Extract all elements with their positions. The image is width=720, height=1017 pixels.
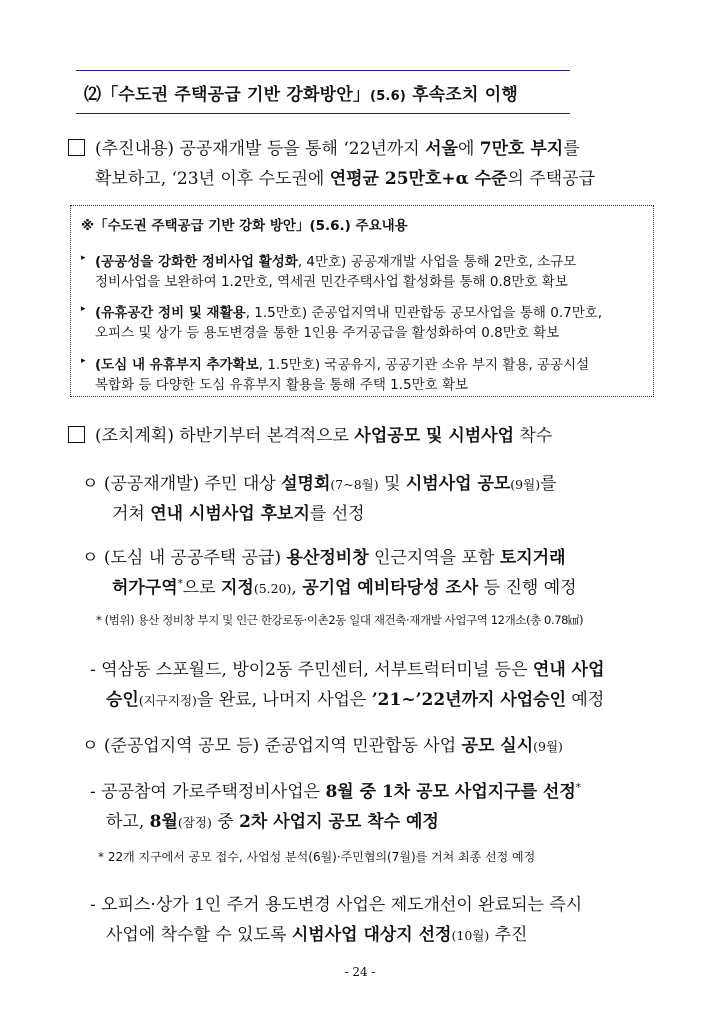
checkbox-icon	[68, 426, 85, 443]
o1-line1: ㅇ (공공재개발) 주민 대상 설명회(7~8월) 및 시범사업 공모(9월)를	[82, 474, 557, 494]
summary-box	[70, 205, 654, 397]
box-item1-line1: (공공성을 강화한 정비사업 활성화, 4만호) 공공재개발 사업을 통해 2만호, 소규모	[95, 254, 577, 270]
d1-line1: - 역삼동 스포월드, 방이2동 주민센터, 서부트럭터미널 등은 연내 사업	[90, 660, 605, 680]
box-item3-line2: 복합화 등 다양한 도심 유휴부지 활용을 통해 주택 1.5만호 확보	[95, 377, 469, 393]
box-item2-line2: 오피스 및 상가 등 용도변경을 통한 1인용 주거공급을 활성화하여 0.8만호 확보	[95, 325, 560, 341]
s1-line1: (추진내용) 공공재개발 등을 통해 ‘22년까지 서울에 7만호 부지를	[68, 134, 580, 159]
d2-line2: 하고, 8월(잠정) 중 2차 사업지 공모 착수 예정	[106, 812, 439, 832]
d3-line1: - 오피스·상가 1인 주거 용도변경 사업은 제도개선이 완료되는 즉시	[90, 895, 583, 915]
o2-line2: 허가구역*으로 지정(5.20), 공기업 예비타당성 조사 등 진행 예정	[112, 578, 577, 598]
checkbox-icon	[68, 139, 85, 156]
o2-line1: ㅇ (도심 내 공공주택 공급) 용산정비창 인근지역을 포함 토지거래	[82, 548, 566, 568]
bullet-triangle-icon: ▸	[81, 253, 86, 263]
s2-line1: (조치계획) 하반기부터 본격적으로 사업공모 및 시범사업 착수	[68, 421, 552, 446]
section-heading-box	[76, 70, 570, 114]
d2-footnote: * 22개 지구에서 공모 접수, 사업성 분석(6월)·주민협의(7월)를 거쳐 최종 선정 예정	[98, 850, 536, 864]
bullet-triangle-icon: ▸	[81, 304, 86, 314]
d1-line2: 승인(지구지정)을 완료, 나머지 사업은 ’21~’22년까지 사업승인 예정	[106, 690, 605, 710]
box-item2-line1: (유휴공간 정비 및 재활용, 1.5만호) 준공업지역내 민관합동 공모사업을 통해 0.7만호,	[95, 305, 603, 321]
d2-line1: - 공공참여 가로주택정비사업은 8월 중 1차 공모 사업지구를 선정*	[90, 782, 581, 802]
box-item3-line1: (도심 내 유휴부지 추가확보, 1.5만호) 국공유지, 공공기관 소유 부지 활용, 공공시설	[95, 357, 590, 373]
o1-line2: 거쳐 연내 시범사업 후보지를 선정	[112, 504, 365, 524]
o3-line1: ㅇ (준공업지역 공모 등) 준공업지역 민관합동 사업 공모 실시(9월)	[82, 736, 563, 756]
d3-line2: 사업에 착수할 수 있도록 시범사업 대상지 선정(10월) 추진	[106, 925, 528, 945]
box-title: ※「수도권 주택공급 기반 강화 방안」(5.6.) 주요내용	[81, 218, 408, 234]
box-item1-line2: 정비사업을 보완하여 1.2만호, 역세권 민간주택사업 활성화를 통해 0.8만호 확보	[95, 274, 568, 290]
section-heading: ⑵「수도권 주택공급 기반 강화방안」(5.6) 후속조치 이행	[84, 85, 518, 105]
s1-line2: 확보하고, ‘23년 이후 수도권에 연평균 25만호+α 수준의 주택공급	[95, 169, 595, 189]
o2-footnote: * (범위) 용산 정비창 부지 및 인근 한강로동·이촌2동 일대 재건축·재개발 사업구역 12개소(총 0.78㎢)	[96, 613, 584, 627]
page-number: - 24 -	[344, 965, 376, 979]
bullet-triangle-icon: ▸	[81, 356, 86, 366]
